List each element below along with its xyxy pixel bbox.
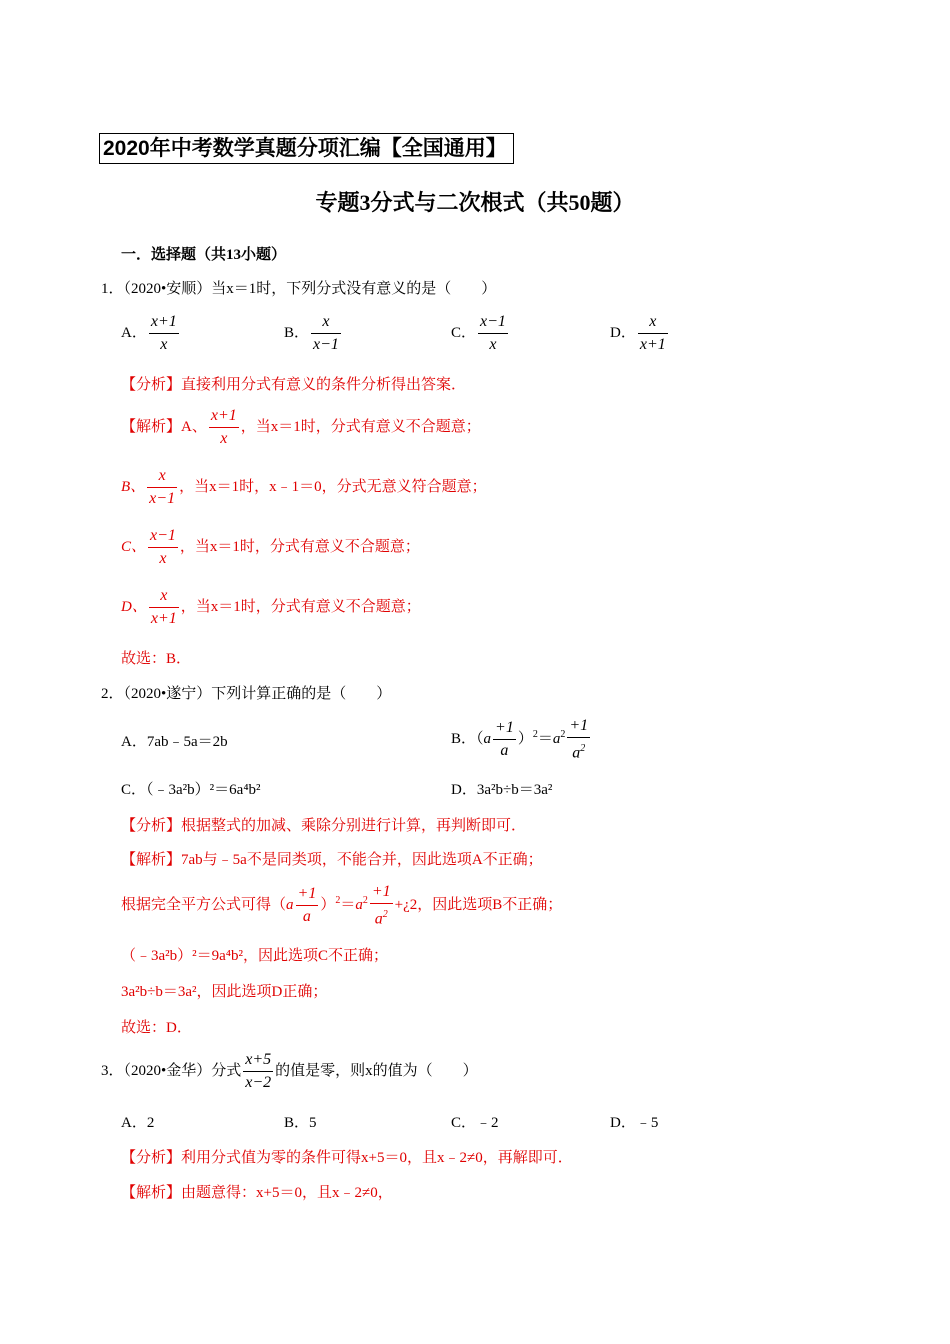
q1-analysis: 【分析】直接利用分式有意义的条件分析得出答案． bbox=[121, 377, 467, 393]
q1-option-c: C． $\frac{x-1}{x}$ bbox=[451, 313, 506, 353]
q2-option-a: A．7ab﹣5a＝2b bbox=[121, 734, 228, 750]
page-title: 专题3分式与二次根式（共50题） bbox=[315, 190, 635, 215]
q2-answer: 故选：D． bbox=[121, 1020, 192, 1036]
q3-analysis: 【分析】利用分式值为零的条件可得x+5＝0，且x﹣2≠0，再解即可． bbox=[121, 1150, 573, 1166]
q2-solution-1: 【解析】7ab与﹣5a不是同类项，不能合并，因此选项A不正确； bbox=[121, 852, 543, 868]
q1-stem: 1．（2020•安顺）当x＝1时，下列分式没有意义的是（ ） bbox=[101, 281, 497, 297]
q2-solution-4: 3a²b÷b＝3a²，因此选项D正确； bbox=[121, 984, 328, 1000]
q1-option-a: A． $\frac{x+1}{x}$ bbox=[121, 313, 177, 353]
q3-option-a: A．2 bbox=[121, 1115, 155, 1131]
q3-option-c: C．﹣2 bbox=[451, 1115, 499, 1131]
q1-solution-d: D、 $\frac{x}{x+1}$ ，当x＝1时，分式有意义不合题意； bbox=[121, 587, 421, 627]
q2-option-c: C．（﹣3a²b）²＝6a⁴b² bbox=[121, 782, 261, 798]
q1-solution-a: 【解析】A、 $\frac{x+1}{x}$ ，当x＝1时，分式有意义不合题意； bbox=[121, 407, 481, 447]
q3-option-b: B．5 bbox=[284, 1115, 317, 1131]
q1-solution-b: B、 $\frac{x}{x-1}$ ，当x＝1时，x﹣1＝0，分式无意义符合题意； bbox=[121, 467, 487, 507]
q1-answer: 故选：B． bbox=[121, 651, 192, 667]
q1-option-d: D． $\frac{x}{x+1}$ bbox=[610, 313, 666, 353]
q3-stem: 3．（2020•金华）分式 $\frac{x+5}{x-2}$ 的值是零，则x的值为（ ） bbox=[101, 1051, 478, 1091]
q2-solution-2: 根据完全平方公式可得（a $\frac{+1}{a}$ ）$^2=a^2$ $\frac{+1}{a^2}$ +¿2，因此选项B不正确； bbox=[121, 883, 563, 928]
q1-solution-c: C、 $\frac{x-1}{x}$ ，当x＝1时，分式有意义不合题意； bbox=[121, 527, 420, 567]
q2-option-d: D．3a²b÷b＝3a² bbox=[451, 782, 553, 798]
q2-option-b: B．（a $\frac{+1}{a}$ ）$^2=a^2$ $\frac{+1}{a^2}$ bbox=[451, 717, 589, 762]
q2-solution-3: （﹣3a²b）²＝9a⁴b²，因此选项C不正确； bbox=[121, 948, 389, 964]
q3-option-d: D．﹣5 bbox=[610, 1115, 659, 1131]
q2-stem: 2．（2020•遂宁）下列计算正确的是（ ） bbox=[101, 686, 392, 702]
header-box: 2020年中考数学真题分项汇编【全国通用】 bbox=[99, 133, 514, 164]
section-heading: 一．选择题（共13小题） bbox=[121, 247, 287, 263]
q3-solution-1: 【解析】由题意得：x+5＝0，且x﹣2≠0， bbox=[121, 1185, 393, 1201]
q1-option-b: B． $\frac{x}{x-1}$ bbox=[284, 313, 339, 353]
q2-analysis: 【分析】根据整式的加减、乘除分别进行计算，再判断即可． bbox=[121, 818, 527, 834]
